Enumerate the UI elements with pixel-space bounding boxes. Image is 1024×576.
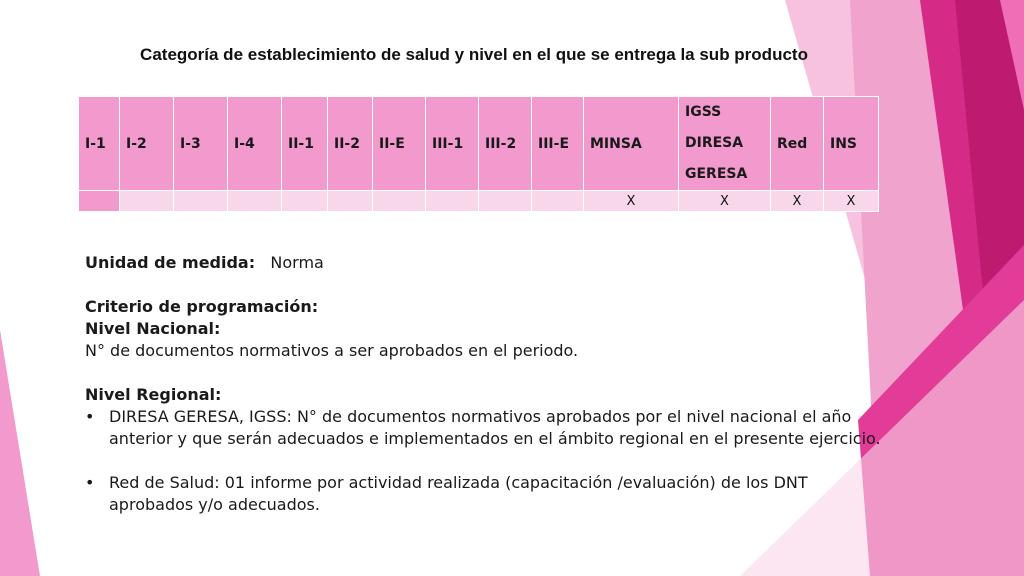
col-header: III-1: [426, 97, 479, 191]
criterio-label: Criterio de programación:: [85, 297, 319, 316]
table-cell: [532, 191, 584, 212]
table-cell: X: [679, 191, 771, 212]
col-header-igss-diresa-geresa: [679, 97, 771, 191]
list-item: [85, 406, 885, 450]
table-cell: [120, 191, 174, 212]
col-header: I-4: [228, 97, 282, 191]
establishment-category-table: [78, 96, 879, 212]
bullet-icon: •: [85, 407, 95, 426]
table-cell: [228, 191, 282, 212]
col-header: I-1: [79, 97, 120, 191]
col-header: III-E: [532, 97, 584, 191]
col-header-line: IGSS: [685, 104, 722, 120]
table-cell: [373, 191, 426, 212]
col-header: II-2: [328, 97, 373, 191]
list-item: [85, 472, 885, 516]
table-cell: X: [771, 191, 824, 212]
col-header: MINSA: [584, 97, 679, 191]
unidad-label: Unidad de medida:: [85, 253, 256, 272]
col-header: I-3: [174, 97, 228, 191]
col-header: III-2: [479, 97, 532, 191]
col-header: II-E: [373, 97, 426, 191]
col-header: Red: [771, 97, 824, 191]
table-cell: [282, 191, 328, 212]
list-item-text: DIRESA GERESA, IGSS: N° de documentos normativos aprobados por el nivel nacional el año anterior y que serán adecuados e implementados en el ámbito regional en el presente ejercicio.: [109, 407, 881, 448]
unidad-line: [85, 252, 885, 274]
table-header-row: [79, 97, 879, 191]
col-header-line: GERESA: [685, 166, 748, 182]
col-header: II-1: [282, 97, 328, 191]
col-header: I-2: [120, 97, 174, 191]
unidad-value: Norma: [270, 253, 324, 272]
table-cell: X: [824, 191, 879, 212]
table-cell: X: [584, 191, 679, 212]
nacional-label: Nivel Nacional:: [85, 319, 221, 338]
table-cell: [426, 191, 479, 212]
col-header: INS: [824, 97, 879, 191]
page-title: Categoría de establecimiento de salud y nivel en el que se entrega la sub producto: [140, 45, 808, 64]
table-cell: [479, 191, 532, 212]
table-cell: [174, 191, 228, 212]
table-row: [79, 191, 879, 212]
content-body: [85, 252, 885, 516]
bullet-icon: •: [85, 473, 95, 492]
table-cell: [79, 191, 120, 212]
table-cell: [328, 191, 373, 212]
regional-label: Nivel Regional:: [85, 385, 222, 404]
col-header-line: DIRESA: [685, 135, 744, 151]
list-item-text: Red de Salud: 01 informe por actividad realizada (capacitación /evaluación) de los DNT aprobados y/o adecuados.: [109, 473, 808, 514]
nacional-text: N° de documentos normativos a ser aprobados en el periodo.: [85, 341, 579, 360]
